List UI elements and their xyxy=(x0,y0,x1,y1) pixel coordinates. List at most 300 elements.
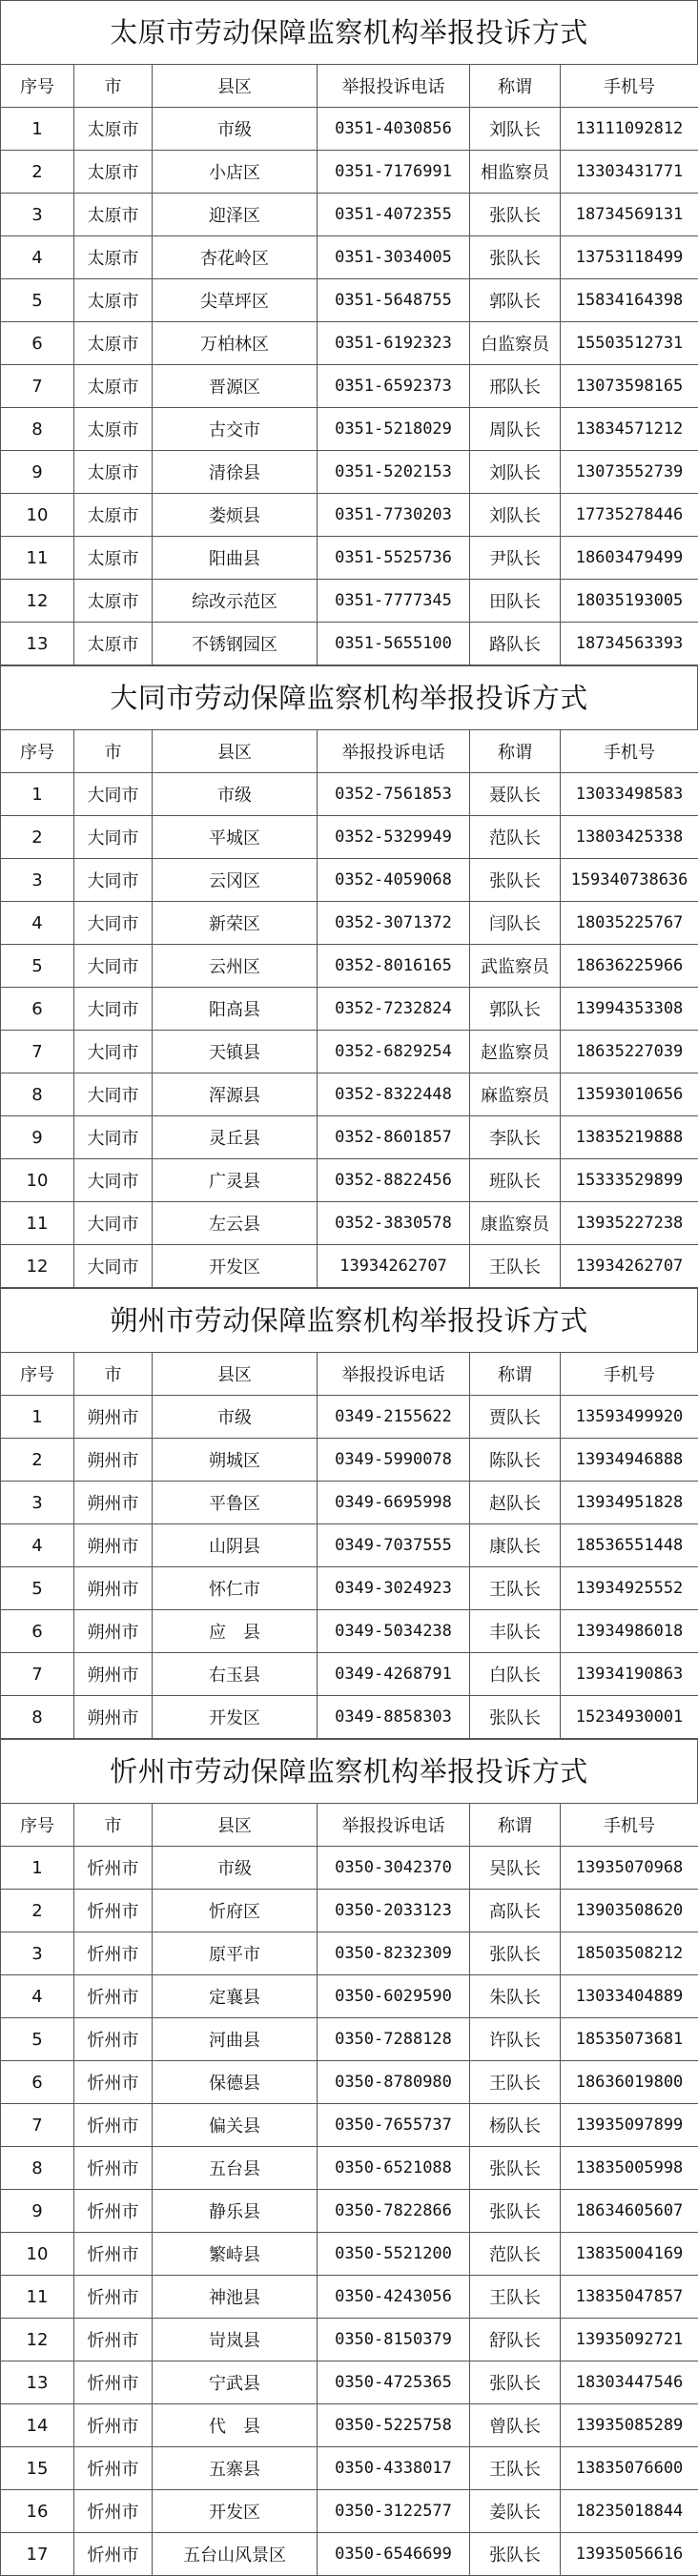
mobile-cell: 18634605607 xyxy=(561,2190,698,2233)
mobile-cell: 13934190863 xyxy=(561,1653,698,1696)
district-cell: 灵丘县 xyxy=(153,1116,318,1159)
row-index-cell: 6 xyxy=(1,1610,74,1653)
city-cell: 忻州市 xyxy=(74,1890,153,1932)
contact-title-cell: 王队长 xyxy=(470,1567,561,1610)
district-cell: 市级 xyxy=(153,1847,318,1890)
mobile-cell: 13935097899 xyxy=(561,2104,698,2147)
mobile-cell: 13303431771 xyxy=(561,151,698,194)
row-index-cell: 13 xyxy=(1,623,74,665)
phone-cell: 0350-2033123 xyxy=(318,1890,470,1932)
phone-cell: 0351-7730203 xyxy=(318,494,470,537)
row-index-cell: 8 xyxy=(1,1696,74,1739)
table-row xyxy=(1,1653,698,1696)
table-row xyxy=(1,151,698,194)
city-cell: 忻州市 xyxy=(74,2104,153,2147)
district-cell: 原平市 xyxy=(153,1932,318,1975)
phone-cell: 0351-7777345 xyxy=(318,580,470,623)
row-index-cell: 5 xyxy=(1,1567,74,1610)
city-cell: 太原市 xyxy=(74,451,153,494)
column-header: 称谓 xyxy=(470,1804,561,1847)
city-cell: 太原市 xyxy=(74,194,153,236)
mobile-cell: 13935056616 xyxy=(561,2533,698,2576)
contact-table xyxy=(0,1803,698,2576)
table-row xyxy=(1,2061,698,2104)
district-cell: 朔城区 xyxy=(153,1439,318,1482)
column-header: 市 xyxy=(74,730,153,773)
city-cell: 忻州市 xyxy=(74,1932,153,1975)
table-row xyxy=(1,1116,698,1159)
city-cell: 忻州市 xyxy=(74,2447,153,2490)
table-row xyxy=(1,1975,698,2018)
city-cell: 朔州市 xyxy=(74,1567,153,1610)
district-cell: 云冈区 xyxy=(153,859,318,902)
city-cell: 大同市 xyxy=(74,859,153,902)
phone-cell: 0350-6521088 xyxy=(318,2147,470,2190)
mobile-cell: 13835004169 xyxy=(561,2233,698,2276)
phone-cell: 0351-4072355 xyxy=(318,194,470,236)
city-cell: 太原市 xyxy=(74,279,153,322)
phone-cell: 0350-4725365 xyxy=(318,2361,470,2404)
table-row xyxy=(1,1439,698,1482)
column-header: 称谓 xyxy=(470,730,561,773)
column-header: 手机号 xyxy=(561,1804,698,1847)
phone-cell: 0349-2155622 xyxy=(318,1396,470,1439)
table-row xyxy=(1,623,698,665)
table-row xyxy=(1,1202,698,1245)
city-cell: 忻州市 xyxy=(74,1847,153,1890)
table-row xyxy=(1,945,698,988)
city-cell: 朔州市 xyxy=(74,1482,153,1524)
row-index-cell: 10 xyxy=(1,1159,74,1202)
mobile-cell: 15834164398 xyxy=(561,279,698,322)
contact-title-cell: 刘队长 xyxy=(470,108,561,151)
row-index-cell: 15 xyxy=(1,2447,74,2490)
city-cell: 大同市 xyxy=(74,816,153,859)
table-row xyxy=(1,2319,698,2361)
district-cell: 怀仁市 xyxy=(153,1567,318,1610)
mobile-cell: 18636225966 xyxy=(561,945,698,988)
district-cell: 河曲县 xyxy=(153,2018,318,2061)
mobile-cell: 18535073681 xyxy=(561,2018,698,2061)
phone-cell: 0350-4243056 xyxy=(318,2276,470,2319)
table-row xyxy=(1,2190,698,2233)
contact-title-cell: 白队长 xyxy=(470,1653,561,1696)
phone-cell: 0351-7176991 xyxy=(318,151,470,194)
phone-cell: 0349-5990078 xyxy=(318,1439,470,1482)
city-cell: 忻州市 xyxy=(74,2490,153,2533)
mobile-cell: 13073598165 xyxy=(561,365,698,408)
mobile-cell: 13934986018 xyxy=(561,1610,698,1653)
city-cell: 忻州市 xyxy=(74,2276,153,2319)
mobile-cell: 13935070968 xyxy=(561,1847,698,1890)
row-index-cell: 11 xyxy=(1,537,74,580)
mobile-cell: 13803425338 xyxy=(561,816,698,859)
phone-cell: 0349-8858303 xyxy=(318,1696,470,1739)
row-index-cell: 3 xyxy=(1,1932,74,1975)
column-header: 手机号 xyxy=(561,1353,698,1396)
table-row xyxy=(1,1610,698,1653)
row-index-cell: 7 xyxy=(1,1653,74,1696)
phone-cell: 0351-5655100 xyxy=(318,623,470,665)
column-header: 县区 xyxy=(153,1804,318,1847)
row-index-cell: 9 xyxy=(1,1116,74,1159)
row-index-cell: 6 xyxy=(1,2061,74,2104)
district-cell: 神池县 xyxy=(153,2276,318,2319)
row-index-cell: 12 xyxy=(1,1245,74,1288)
table-row xyxy=(1,236,698,279)
phone-cell: 0350-6546699 xyxy=(318,2533,470,2576)
city-cell: 大同市 xyxy=(74,988,153,1031)
column-header: 县区 xyxy=(153,1353,318,1396)
contact-title-cell: 李队长 xyxy=(470,1116,561,1159)
phone-cell: 0352-8322448 xyxy=(318,1073,470,1116)
column-header: 手机号 xyxy=(561,65,698,108)
contact-title-cell: 曾队长 xyxy=(470,2404,561,2447)
contact-title-cell: 郭队长 xyxy=(470,988,561,1031)
city-cell: 忻州市 xyxy=(74,2361,153,2404)
contact-title-cell: 田队长 xyxy=(470,580,561,623)
contact-title-cell: 贾队长 xyxy=(470,1396,561,1439)
contact-title-cell: 许队长 xyxy=(470,2018,561,2061)
section-title: 太原市劳动保障监察机构举报投诉方式 xyxy=(0,0,698,64)
contact-title-cell: 张队长 xyxy=(470,1696,561,1739)
district-cell: 宁武县 xyxy=(153,2361,318,2404)
phone-cell: 0352-7561853 xyxy=(318,773,470,816)
table-row xyxy=(1,2233,698,2276)
contact-title-cell: 张队长 xyxy=(470,194,561,236)
phone-cell: 0350-8232309 xyxy=(318,1932,470,1975)
district-cell: 杏花岭区 xyxy=(153,236,318,279)
row-index-cell: 8 xyxy=(1,408,74,451)
table-row xyxy=(1,494,698,537)
phone-cell: 0350-8150379 xyxy=(318,2319,470,2361)
city-cell: 朔州市 xyxy=(74,1696,153,1739)
mobile-cell: 13903508620 xyxy=(561,1890,698,1932)
table-row xyxy=(1,2447,698,2490)
table-row xyxy=(1,1932,698,1975)
mobile-cell: 13934946888 xyxy=(561,1439,698,1482)
district-cell: 市级 xyxy=(153,1396,318,1439)
contact-title-cell: 王队长 xyxy=(470,2276,561,2319)
mobile-cell: 13073552739 xyxy=(561,451,698,494)
city-cell: 大同市 xyxy=(74,945,153,988)
contact-title-cell: 张队长 xyxy=(470,2190,561,2233)
row-index-cell: 6 xyxy=(1,322,74,365)
district-cell: 古交市 xyxy=(153,408,318,451)
mobile-cell: 15503512731 xyxy=(561,322,698,365)
city-cell: 朔州市 xyxy=(74,1653,153,1696)
phone-cell: 0351-4030856 xyxy=(318,108,470,151)
mobile-cell: 13994353308 xyxy=(561,988,698,1031)
table-row xyxy=(1,1524,698,1567)
table-row xyxy=(1,1890,698,1932)
district-cell: 天镇县 xyxy=(153,1031,318,1073)
contact-title-cell: 班队长 xyxy=(470,1159,561,1202)
phone-cell: 0349-6695998 xyxy=(318,1482,470,1524)
mobile-cell: 13593499920 xyxy=(561,1396,698,1439)
district-cell: 娄烦县 xyxy=(153,494,318,537)
phone-cell: 0350-4338017 xyxy=(318,2447,470,2490)
mobile-cell: 13753118499 xyxy=(561,236,698,279)
district-cell: 广灵县 xyxy=(153,1159,318,1202)
contact-title-cell: 范队长 xyxy=(470,2233,561,2276)
mobile-cell: 18303447546 xyxy=(561,2361,698,2404)
city-cell: 朔州市 xyxy=(74,1610,153,1653)
city-cell: 太原市 xyxy=(74,365,153,408)
city-cell: 太原市 xyxy=(74,408,153,451)
mobile-cell: 13934262707 xyxy=(561,1245,698,1288)
district-cell: 山阴县 xyxy=(153,1524,318,1567)
row-index-cell: 6 xyxy=(1,988,74,1031)
district-cell: 平鲁区 xyxy=(153,1482,318,1524)
district-cell: 定襄县 xyxy=(153,1975,318,2018)
mobile-cell: 18035193005 xyxy=(561,580,698,623)
district-cell: 代 县 xyxy=(153,2404,318,2447)
column-header: 举报投诉电话 xyxy=(318,730,470,773)
phone-cell: 0351-6592373 xyxy=(318,365,470,408)
table-row xyxy=(1,1482,698,1524)
contact-title-cell: 张队长 xyxy=(470,859,561,902)
table-header-row xyxy=(1,1353,698,1396)
phone-cell: 0352-8601857 xyxy=(318,1116,470,1159)
column-header: 手机号 xyxy=(561,730,698,773)
phone-cell: 0350-5225758 xyxy=(318,2404,470,2447)
table-header-row xyxy=(1,65,698,108)
city-cell: 朔州市 xyxy=(74,1396,153,1439)
city-cell: 忻州市 xyxy=(74,2147,153,2190)
table-row xyxy=(1,365,698,408)
district-cell: 忻府区 xyxy=(153,1890,318,1932)
district-cell: 五台山风景区 xyxy=(153,2533,318,2576)
row-index-cell: 1 xyxy=(1,108,74,151)
contact-title-cell: 王队长 xyxy=(470,2447,561,2490)
row-index-cell: 8 xyxy=(1,1073,74,1116)
district-cell: 开发区 xyxy=(153,2490,318,2533)
mobile-cell: 13593010656 xyxy=(561,1073,698,1116)
district-cell: 开发区 xyxy=(153,1245,318,1288)
table-row xyxy=(1,2147,698,2190)
section-title: 朔州市劳动保障监察机构举报投诉方式 xyxy=(0,1288,698,1352)
row-index-cell: 10 xyxy=(1,494,74,537)
table-row xyxy=(1,580,698,623)
phone-cell: 0349-7037555 xyxy=(318,1524,470,1567)
mobile-cell: 13835219888 xyxy=(561,1116,698,1159)
row-index-cell: 9 xyxy=(1,451,74,494)
phone-cell: 0352-6829254 xyxy=(318,1031,470,1073)
column-header: 县区 xyxy=(153,730,318,773)
phone-cell: 0352-4059068 xyxy=(318,859,470,902)
column-header: 序号 xyxy=(1,65,74,108)
row-index-cell: 3 xyxy=(1,1482,74,1524)
mobile-cell: 13835005998 xyxy=(561,2147,698,2190)
district-cell: 阳曲县 xyxy=(153,537,318,580)
city-cell: 大同市 xyxy=(74,1245,153,1288)
contact-title-cell: 范队长 xyxy=(470,816,561,859)
city-cell: 大同市 xyxy=(74,1073,153,1116)
row-index-cell: 9 xyxy=(1,2190,74,2233)
table-row xyxy=(1,1159,698,1202)
row-index-cell: 2 xyxy=(1,1890,74,1932)
city-cell: 大同市 xyxy=(74,1159,153,1202)
district-cell: 保德县 xyxy=(153,2061,318,2104)
row-index-cell: 3 xyxy=(1,859,74,902)
table-row xyxy=(1,408,698,451)
mobile-cell: 13934925552 xyxy=(561,1567,698,1610)
city-cell: 忻州市 xyxy=(74,1975,153,2018)
district-cell: 新荣区 xyxy=(153,902,318,945)
row-index-cell: 4 xyxy=(1,1975,74,2018)
contact-title-cell: 郭队长 xyxy=(470,279,561,322)
table-row xyxy=(1,1073,698,1116)
phone-cell: 0351-3034005 xyxy=(318,236,470,279)
city-cell: 太原市 xyxy=(74,108,153,151)
contact-title-cell: 相监察员 xyxy=(470,151,561,194)
table-header-row xyxy=(1,1804,698,1847)
table-row xyxy=(1,859,698,902)
mobile-cell: 13033498583 xyxy=(561,773,698,816)
phone-cell: 0351-5202153 xyxy=(318,451,470,494)
contact-title-cell: 王队长 xyxy=(470,2061,561,2104)
mobile-cell: 13934951828 xyxy=(561,1482,698,1524)
contact-title-cell: 张队长 xyxy=(470,236,561,279)
district-cell: 清徐县 xyxy=(153,451,318,494)
city-cell: 忻州市 xyxy=(74,2533,153,2576)
row-index-cell: 7 xyxy=(1,2104,74,2147)
row-index-cell: 12 xyxy=(1,2319,74,2361)
row-index-cell: 3 xyxy=(1,194,74,236)
city-cell: 太原市 xyxy=(74,322,153,365)
table-row xyxy=(1,1696,698,1739)
phone-cell: 0349-5034238 xyxy=(318,1610,470,1653)
district-cell: 偏关县 xyxy=(153,2104,318,2147)
table-row xyxy=(1,988,698,1031)
mobile-cell: 13033404889 xyxy=(561,1975,698,2018)
mobile-cell: 18536551448 xyxy=(561,1524,698,1567)
city-cell: 太原市 xyxy=(74,580,153,623)
row-index-cell: 11 xyxy=(1,1202,74,1245)
contact-title-cell: 丰队长 xyxy=(470,1610,561,1653)
phone-cell: 0352-8822456 xyxy=(318,1159,470,1202)
mobile-cell: 18734569131 xyxy=(561,194,698,236)
district-cell: 应 县 xyxy=(153,1610,318,1653)
row-index-cell: 1 xyxy=(1,1847,74,1890)
column-header: 市 xyxy=(74,65,153,108)
district-cell: 右玉县 xyxy=(153,1653,318,1696)
city-cell: 太原市 xyxy=(74,151,153,194)
contact-title-cell: 杨队长 xyxy=(470,2104,561,2147)
contact-title-cell: 邢队长 xyxy=(470,365,561,408)
contact-title-cell: 尹队长 xyxy=(470,537,561,580)
district-cell: 平城区 xyxy=(153,816,318,859)
phone-cell: 0349-3024923 xyxy=(318,1567,470,1610)
row-index-cell: 1 xyxy=(1,1396,74,1439)
city-cell: 太原市 xyxy=(74,537,153,580)
district-cell: 不锈钢园区 xyxy=(153,623,318,665)
row-index-cell: 10 xyxy=(1,2233,74,2276)
phone-cell: 0351-6192323 xyxy=(318,322,470,365)
section-title: 忻州市劳动保障监察机构举报投诉方式 xyxy=(0,1739,698,1803)
mobile-cell: 18636019800 xyxy=(561,2061,698,2104)
table-row xyxy=(1,279,698,322)
city-cell: 大同市 xyxy=(74,1031,153,1073)
mobile-cell: 15234930001 xyxy=(561,1696,698,1739)
district-cell: 浑源县 xyxy=(153,1073,318,1116)
phone-cell: 0352-8016165 xyxy=(318,945,470,988)
row-index-cell: 2 xyxy=(1,1439,74,1482)
column-header: 举报投诉电话 xyxy=(318,1804,470,1847)
city-cell: 大同市 xyxy=(74,902,153,945)
contact-table xyxy=(0,729,698,1288)
mobile-cell: 18235018844 xyxy=(561,2490,698,2533)
table-row xyxy=(1,2276,698,2319)
table-row xyxy=(1,2533,698,2576)
city-cell: 忻州市 xyxy=(74,2018,153,2061)
phone-cell: 0351-5525736 xyxy=(318,537,470,580)
contact-title-cell: 高队长 xyxy=(470,1890,561,1932)
city-cell: 朔州市 xyxy=(74,1524,153,1567)
city-cell: 忻州市 xyxy=(74,2190,153,2233)
mobile-cell: 18603479499 xyxy=(561,537,698,580)
city-cell: 大同市 xyxy=(74,773,153,816)
contact-title-cell: 吴队长 xyxy=(470,1847,561,1890)
table-row xyxy=(1,1567,698,1610)
city-cell: 太原市 xyxy=(74,236,153,279)
column-header: 举报投诉电话 xyxy=(318,65,470,108)
phone-cell: 0352-3071372 xyxy=(318,902,470,945)
contact-title-cell: 张队长 xyxy=(470,2533,561,2576)
mobile-cell: 13935085289 xyxy=(561,2404,698,2447)
contact-title-cell: 张队长 xyxy=(470,1932,561,1975)
row-index-cell: 1 xyxy=(1,773,74,816)
column-header: 县区 xyxy=(153,65,318,108)
mobile-cell: 17735278446 xyxy=(561,494,698,537)
district-cell: 岢岚县 xyxy=(153,2319,318,2361)
contact-title-cell: 康监察员 xyxy=(470,1202,561,1245)
row-index-cell: 5 xyxy=(1,279,74,322)
district-cell: 万柏林区 xyxy=(153,322,318,365)
contact-title-cell: 王队长 xyxy=(470,1245,561,1288)
column-header: 市 xyxy=(74,1353,153,1396)
contact-title-cell: 康队长 xyxy=(470,1524,561,1567)
contact-title-cell: 聂队长 xyxy=(470,773,561,816)
contact-title-cell: 麻监察员 xyxy=(470,1073,561,1116)
contact-title-cell: 张队长 xyxy=(470,2361,561,2404)
contact-title-cell: 朱队长 xyxy=(470,1975,561,2018)
phone-cell: 0350-3122577 xyxy=(318,2490,470,2533)
row-index-cell: 2 xyxy=(1,816,74,859)
column-header: 称谓 xyxy=(470,65,561,108)
contact-title-cell: 闫队长 xyxy=(470,902,561,945)
district-cell: 阳高县 xyxy=(153,988,318,1031)
table-row xyxy=(1,2361,698,2404)
mobile-cell: 15333529899 xyxy=(561,1159,698,1202)
row-index-cell: 4 xyxy=(1,1524,74,1567)
row-index-cell: 8 xyxy=(1,2147,74,2190)
district-cell: 晋源区 xyxy=(153,365,318,408)
mobile-cell: 13111092812 xyxy=(561,108,698,151)
row-index-cell: 7 xyxy=(1,365,74,408)
table-row xyxy=(1,2404,698,2447)
district-cell: 静乐县 xyxy=(153,2190,318,2233)
table-row xyxy=(1,2104,698,2147)
phone-cell: 0351-5648755 xyxy=(318,279,470,322)
row-index-cell: 12 xyxy=(1,580,74,623)
city-cell: 太原市 xyxy=(74,494,153,537)
table-row xyxy=(1,2018,698,2061)
district-cell: 市级 xyxy=(153,108,318,151)
table-row xyxy=(1,902,698,945)
mobile-cell: 13835047857 xyxy=(561,2276,698,2319)
